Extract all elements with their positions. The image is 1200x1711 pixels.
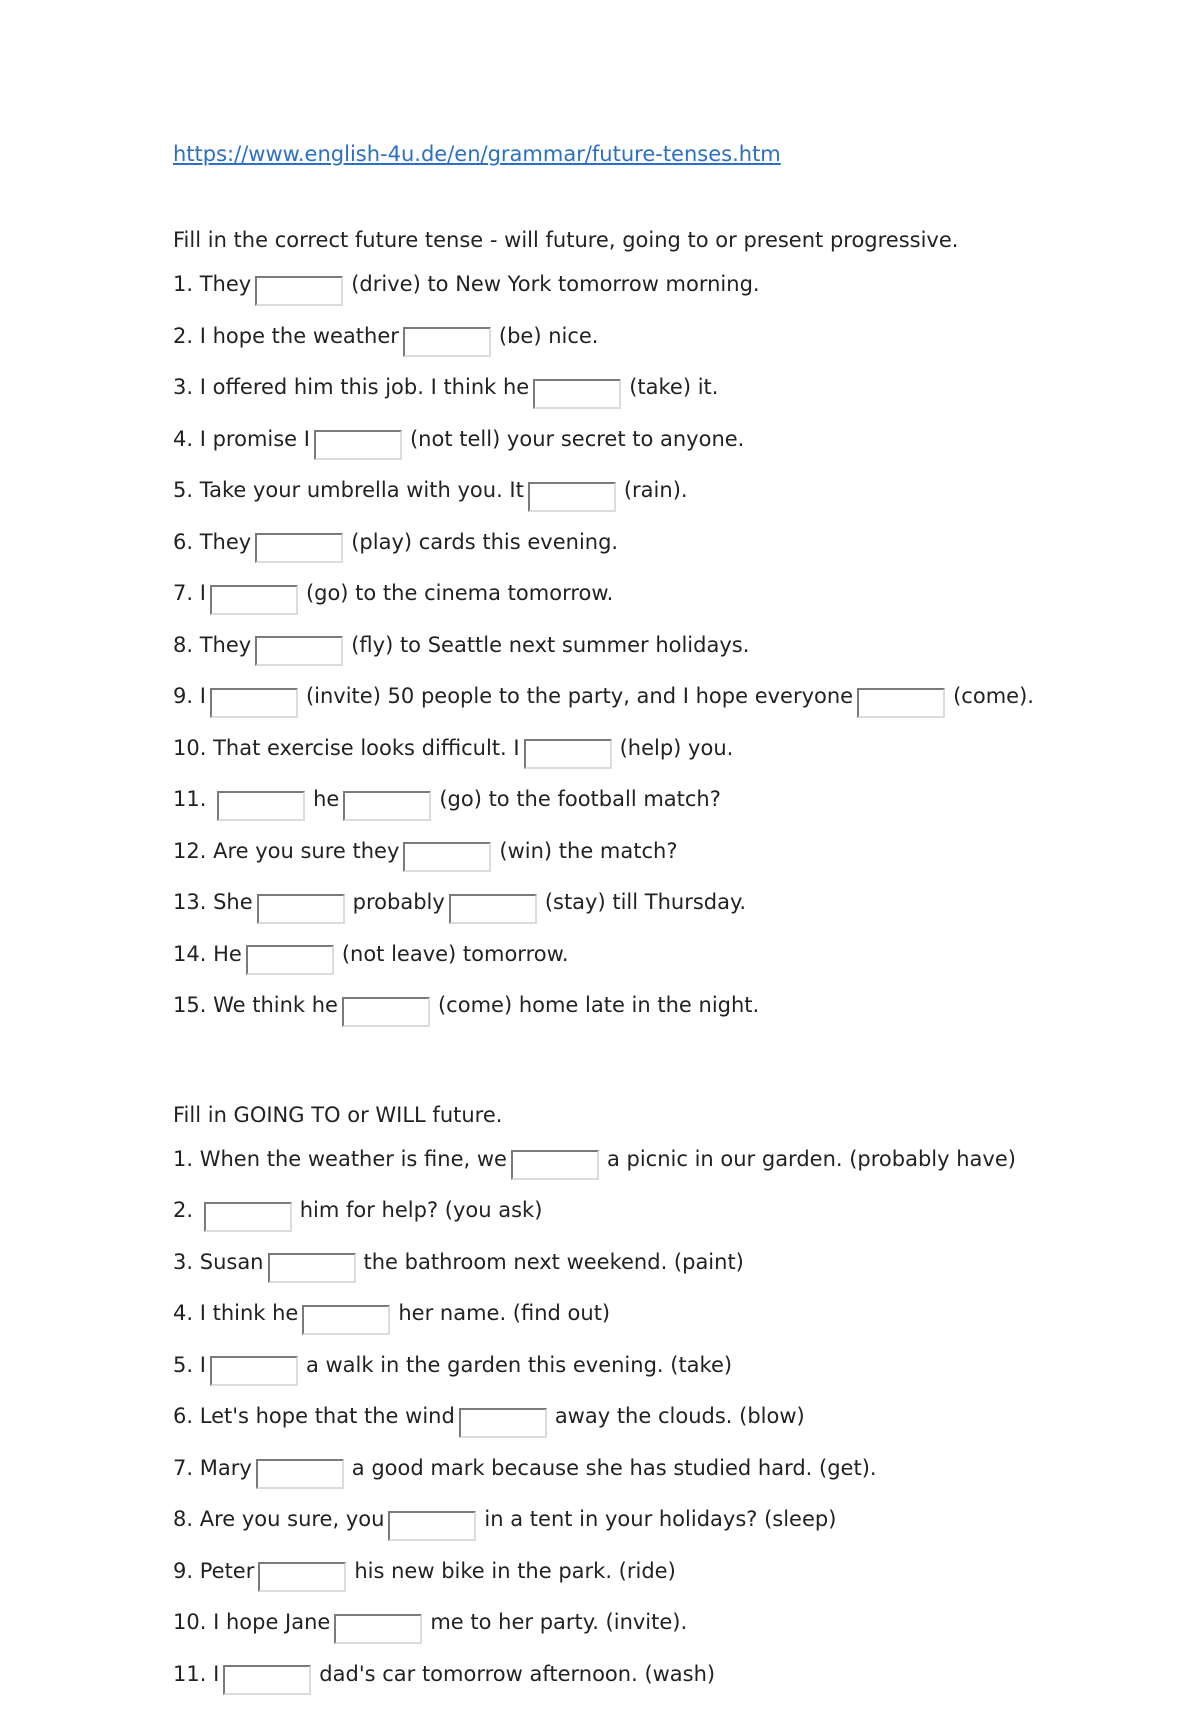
exercise-item: [173, 373, 1113, 409]
exercise-item: [173, 1402, 1113, 1438]
exercise-item: [173, 528, 1113, 564]
exercise-text: the bathroom next weekend. (paint): [363, 1249, 744, 1274]
exercise-text: They: [199, 529, 252, 554]
exercise-item: [173, 322, 1113, 358]
answer-input[interactable]: [314, 430, 402, 460]
exercise-number: 14.: [173, 941, 207, 966]
exercise-text: a walk in the garden this evening. (take): [305, 1352, 733, 1377]
exercise-text: his new bike in the park. (ride): [354, 1558, 676, 1583]
exercise-text: They: [199, 272, 252, 296]
exercise-text: I: [199, 1352, 206, 1377]
exercise-text: Susan: [199, 1249, 264, 1274]
exercise-number: 9.: [173, 1558, 194, 1583]
answer-input[interactable]: [342, 997, 430, 1027]
exercise-item: [173, 631, 1113, 667]
exercise-number: 13.: [173, 890, 207, 914]
exercise-number: 12.: [173, 838, 207, 863]
exercise-number: 6.: [173, 1404, 194, 1428]
exercise-text: dad's car tomorrow afternoon. (wash): [319, 1661, 716, 1686]
exercise-number: 4.: [173, 426, 194, 451]
exercise-number: 7.: [173, 581, 194, 605]
section-future-tense: [173, 226, 1113, 1027]
exercise-text: (come) home late in the night.: [437, 993, 760, 1017]
answer-input[interactable]: [210, 688, 298, 718]
exercise-item: [173, 888, 1113, 924]
exercise-number: 11.: [173, 1661, 207, 1686]
exercise-text: (invite) 50 people to the party, and I hope everyone: [305, 684, 854, 708]
answer-input[interactable]: [217, 791, 305, 821]
exercise-text: he: [313, 787, 340, 811]
exercise-number: 3.: [173, 1249, 194, 1274]
exercise-number: 9.: [173, 684, 194, 708]
answer-input[interactable]: [256, 1459, 344, 1489]
section-going-to-will: [173, 1101, 1113, 1696]
exercise-item: [173, 579, 1113, 615]
exercise-text: When the weather is fine, we: [199, 1146, 507, 1171]
exercise-number: 3.: [173, 375, 194, 399]
answer-input[interactable]: [524, 739, 612, 769]
exercise-text: She: [213, 890, 253, 914]
exercise-text: (be) nice.: [498, 323, 599, 348]
exercise-text: (stay) till Thursday.: [544, 890, 747, 914]
exercise-text: I promise I: [199, 426, 310, 451]
answer-input[interactable]: [459, 1408, 547, 1438]
exercise-text: a picnic in our garden. (probably have): [606, 1146, 1016, 1171]
exercise-item: [173, 1196, 1113, 1232]
exercise-list: [173, 270, 1113, 1027]
exercise-text: a good mark because she has studied hard. (get).: [351, 1455, 877, 1480]
worksheet: [173, 140, 1113, 1711]
section-instruction: Fill in the correct future tense - will future, going to or present progressive.: [173, 228, 959, 252]
answer-input[interactable]: [223, 1665, 311, 1695]
exercise-text: Mary: [199, 1455, 252, 1480]
exercise-text: We think he: [213, 993, 338, 1017]
exercise-number: 4.: [173, 1301, 194, 1325]
exercise-text: Are you sure they: [213, 838, 400, 863]
exercise-text: (take) it.: [629, 375, 719, 399]
exercise-number: 5.: [173, 1352, 194, 1377]
exercise-number: 8.: [173, 1507, 194, 1531]
exercise-number: 10.: [173, 735, 207, 760]
exercise-text: (not tell) your secret to anyone.: [409, 426, 745, 451]
exercise-item: [173, 1454, 1113, 1490]
section-instruction: Fill in GOING TO or WILL future.: [173, 1102, 503, 1127]
answer-input[interactable]: [403, 842, 491, 872]
answer-input[interactable]: [255, 276, 343, 306]
exercise-item: [173, 940, 1113, 976]
exercise-text: (drive) to New York tomorrow morning.: [351, 272, 760, 296]
exercise-item: [173, 476, 1113, 512]
exercise-item: [173, 734, 1113, 770]
exercise-text: I: [213, 1661, 220, 1686]
exercise-text: Peter: [199, 1558, 255, 1583]
exercise-item: [173, 682, 1113, 718]
answer-input[interactable]: [255, 533, 343, 563]
exercise-item: [173, 1351, 1113, 1387]
exercise-number: 11.: [173, 787, 207, 811]
exercise-number: 8.: [173, 632, 194, 657]
answer-input[interactable]: [255, 636, 343, 666]
exercise-text: (not leave) tomorrow.: [341, 941, 569, 966]
exercise-text: Take your umbrella with you. It: [199, 478, 524, 502]
exercise-text: her name. (find out): [398, 1301, 611, 1325]
exercise-text: That exercise looks difficult. I: [213, 735, 520, 760]
source-link[interactable]: https://www.english-4u.de/en/grammar/future-tenses.htm: [173, 142, 781, 166]
exercise-text: Let's hope that the wind: [199, 1404, 455, 1428]
answer-input[interactable]: [343, 791, 431, 821]
answer-input[interactable]: [857, 688, 945, 718]
exercise-text: (play) cards this evening.: [351, 529, 619, 554]
answer-input[interactable]: [257, 894, 345, 924]
exercise-number: 15.: [173, 993, 207, 1017]
exercise-text: (fly) to Seattle next summer holidays.: [351, 632, 750, 657]
exercise-item: [173, 1145, 1113, 1181]
exercise-number: 2.: [173, 323, 194, 348]
exercise-number: 6.: [173, 529, 194, 554]
exercise-list: [173, 1145, 1113, 1696]
answer-input[interactable]: [210, 585, 298, 615]
exercise-number: 2.: [173, 1198, 194, 1222]
answer-input[interactable]: [511, 1150, 599, 1180]
exercise-text: I offered him this job. I think he: [199, 375, 530, 399]
answer-input[interactable]: [533, 379, 621, 409]
exercise-item: [173, 1660, 1113, 1696]
exercise-text: I hope the weather: [199, 323, 399, 348]
answer-input[interactable]: [388, 1511, 476, 1541]
exercise-text: probably: [352, 890, 445, 914]
exercise-text: away the clouds. (blow): [554, 1404, 805, 1428]
spacer: [173, 168, 1113, 226]
exercise-item: [173, 1248, 1113, 1284]
exercise-text: (go) to the cinema tomorrow.: [305, 581, 614, 605]
exercise-text: (go) to the football match?: [439, 787, 721, 811]
exercise-text: him for help? (you ask): [299, 1198, 543, 1222]
answer-input[interactable]: [403, 327, 491, 357]
exercise-text: Are you sure, you: [199, 1507, 385, 1531]
exercise-number: 1.: [173, 272, 194, 296]
exercise-text: in a tent in your holidays? (sleep): [484, 1507, 837, 1531]
exercise-text: I: [199, 581, 206, 605]
exercise-item: [173, 1505, 1113, 1541]
exercise-item: [173, 1557, 1113, 1593]
exercise-text: me to her party. (invite).: [430, 1610, 688, 1634]
exercise-text: I: [199, 684, 206, 708]
exercise-text: (win) the match?: [499, 838, 678, 863]
exercise-item: [173, 425, 1113, 461]
answer-input[interactable]: [210, 1356, 298, 1386]
exercise-number: 1.: [173, 1146, 194, 1171]
exercise-number: 7.: [173, 1455, 194, 1480]
spacer: [173, 1043, 1113, 1101]
answer-input[interactable]: [204, 1202, 292, 1232]
exercise-item: [173, 785, 1113, 821]
exercise-text: I hope Jane: [213, 1610, 331, 1634]
exercise-text: (help) you.: [619, 735, 734, 760]
exercise-item: [173, 991, 1113, 1027]
exercise-number: 5.: [173, 478, 194, 502]
answer-input[interactable]: [449, 894, 537, 924]
exercise-text: He: [213, 941, 242, 966]
exercise-number: 10.: [173, 1610, 207, 1634]
exercise-item: [173, 270, 1113, 306]
exercise-text: (come).: [953, 684, 1034, 708]
answer-input[interactable]: [258, 1562, 346, 1592]
exercise-text: They: [199, 632, 252, 657]
exercise-text: (rain).: [623, 478, 688, 502]
exercise-item: [173, 837, 1113, 873]
answer-input[interactable]: [528, 482, 616, 512]
answer-input[interactable]: [334, 1614, 422, 1644]
answer-input[interactable]: [302, 1305, 390, 1335]
answer-input[interactable]: [246, 945, 334, 975]
exercise-item: [173, 1299, 1113, 1335]
exercise-text: I think he: [199, 1301, 299, 1325]
exercise-item: [173, 1608, 1113, 1644]
answer-input[interactable]: [268, 1253, 356, 1283]
